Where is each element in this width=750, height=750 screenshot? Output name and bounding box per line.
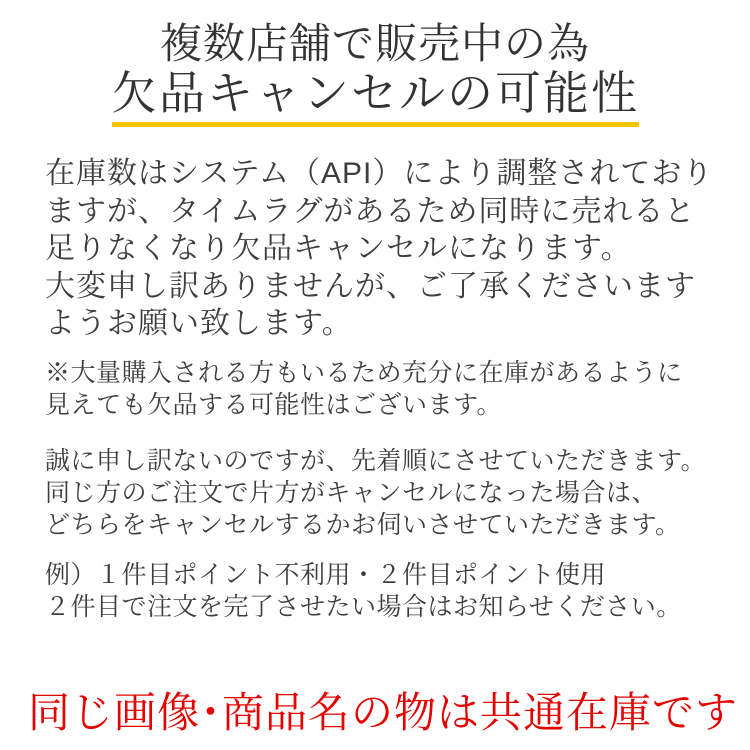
example-paragraph <box>0 559 750 623</box>
intro-line: 在庫数はシステム（API）により調整されており <box>45 157 714 190</box>
first-come-line: 同じ方のご注文で片方がキャンセルになった場合は、 <box>45 478 658 507</box>
intro-line: 大変申し訳ありませんが、ご了承くださいます <box>45 269 696 303</box>
shared-stock-warning: 同じ画像･商品名の物は共通在庫です <box>28 688 739 736</box>
title-line-2: 欠品キャンセルの可能性 <box>111 67 639 119</box>
bulk-purchase-note <box>0 357 750 421</box>
first-come-first-served-paragraph <box>0 445 750 541</box>
intro-paragraph <box>0 155 750 343</box>
notice-title <box>0 0 750 127</box>
note-line: ※大量購入される方もいるため充分に在庫があるように <box>45 358 683 387</box>
intro-line: ますが、タイムラグがあるため同時に売れると <box>45 194 696 228</box>
first-come-line: どちらをキャンセルするかお伺いさせていただきます。 <box>45 510 681 539</box>
example-line: ２件目で注文を完了させたい場合はお知らせください。 <box>45 592 682 621</box>
example-line: 例）１件目ポイント不利用・２件目ポイント使用 <box>45 560 607 589</box>
title-line-1: 複数店舗で販売中の為 <box>159 20 590 67</box>
intro-line: 足りなくなり欠品キャンセルになります。 <box>45 232 632 265</box>
note-line: 見えても欠品する可能性はございます。 <box>45 390 503 419</box>
intro-line: ようお願い致します。 <box>45 307 353 340</box>
first-come-line: 誠に申し訳ないのですが、先着順にさせていただきます。 <box>45 446 707 475</box>
title-underline-accent <box>112 122 639 127</box>
